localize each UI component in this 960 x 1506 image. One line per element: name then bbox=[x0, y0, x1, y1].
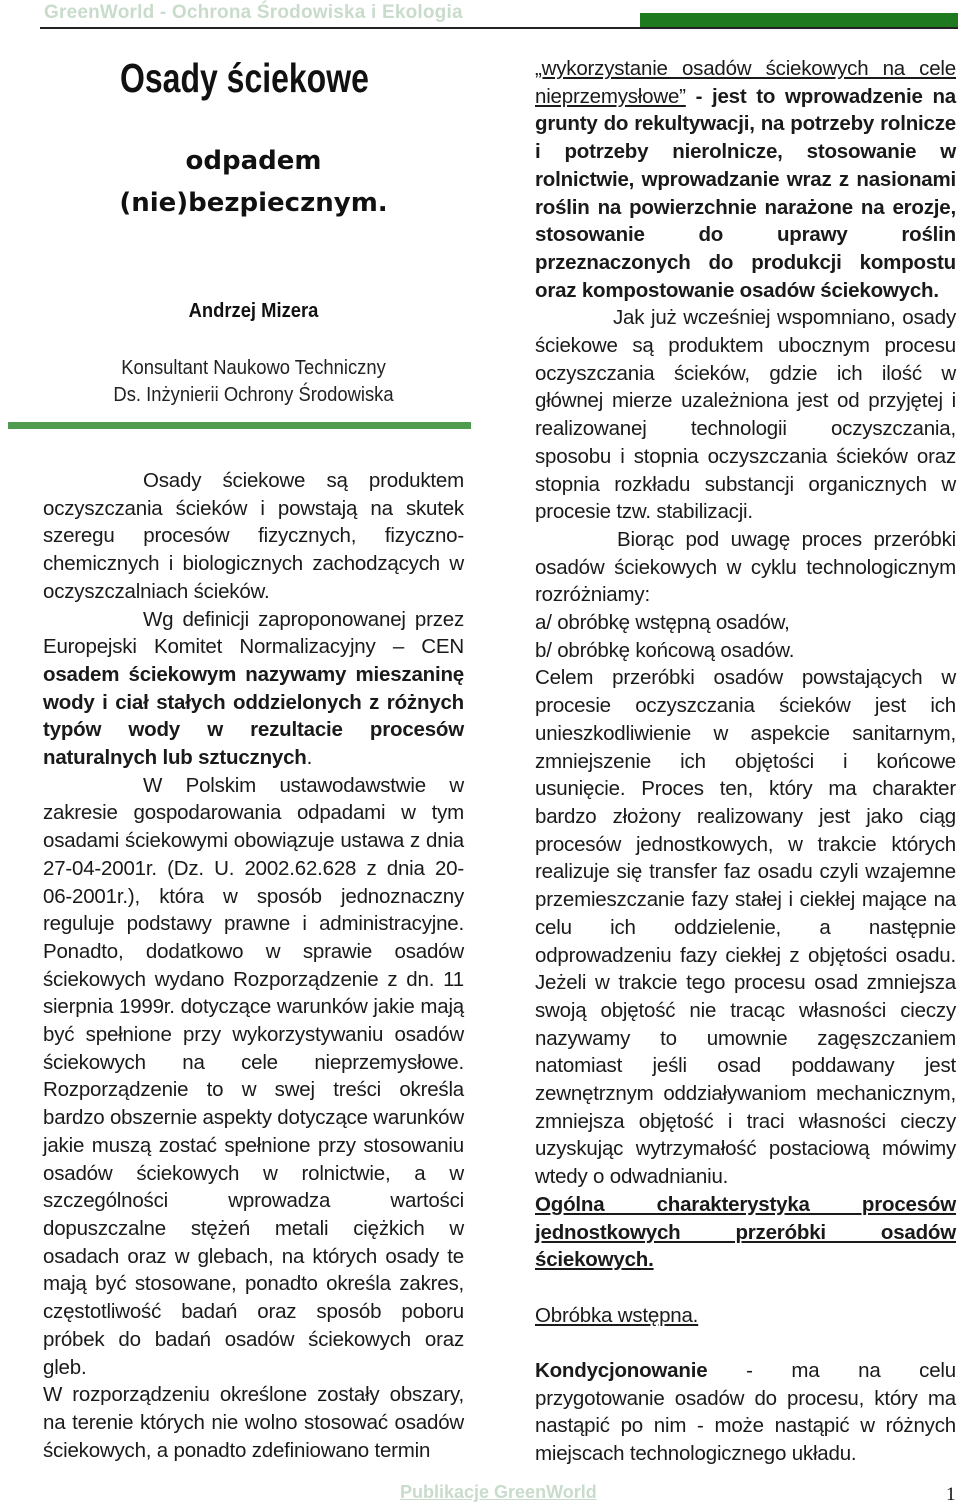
section-divider bbox=[8, 422, 471, 429]
left-paragraph-2 bbox=[43, 606, 464, 772]
right-paragraph-3: Biorąc pod uwagę proces przeróbki osadów ściekowych w cyklu technologicznym rozróżniamy: bbox=[535, 527, 956, 607]
article-subtitle-line1: odpadem bbox=[185, 146, 322, 176]
right-paragraph-1 bbox=[535, 55, 956, 304]
right-paragraph-4: Celem przeróbki osadów powstających w procesie oczyszczania ścieków jest ich unieszkodliwienie w aspekcie sanitarnym, zmniejszenie ich objętości i końcowe usunięcie. Proces ten, który ma charakter bardzo złożony realizowany jest jako ciąg procesów jednostkowych, w trakcie których realizuje się transfer faz osadu czyli wzajemne przemieszczanie fazy stałej i ciekłej mające na celu ich oddzielenie, a następnie odprowadzeniu fazy ciekłej z objętości osadu. Jeżeli w trakcie tego procesu osad zmniejsza swoją objętość nie tracąc własności cieczy nazywamy to umownie zagęszczaniem natomiast jeśli osad poddawany jest zewnętrznym oddziaływaniom mechanicznym, zmniejsza objętość i traci własności cieczy uzyskując wytrzymałość postaciową mówimy wtedy o odwadnianiu. bbox=[535, 666, 956, 1189]
list-item-a: a/ obróbkę wstępną osadów, bbox=[535, 611, 790, 635]
article-title: Osady ściekowe bbox=[120, 55, 369, 101]
right-paragraph-5 bbox=[535, 1357, 956, 1468]
term-definition-phrase: „wykorzystanie osadów ściekowych na cele nieprzemysłowe” bbox=[535, 57, 956, 108]
left-paragraph-4: W rozporządzeniu określone zostały obszary, na terenie których nie wolno stosować osadów ściekowych, a ponadto zdefiniowano termin bbox=[43, 1383, 464, 1462]
article-affiliation-line2: Ds. Inżynierii Ochrony Środowiska bbox=[113, 384, 394, 406]
left-paragraph-2-intro: Wg definicji zaproponowanej przez Europejski Komitet Normalizacyjny – CEN bbox=[43, 607, 464, 659]
header-green-bar bbox=[640, 13, 958, 27]
list-item-b: b/ obróbkę końcową osadów. bbox=[535, 638, 795, 662]
spacer bbox=[535, 1329, 956, 1357]
article-affiliation-line1: Konsultant Naukowo Techniczny bbox=[121, 357, 386, 379]
left-paragraph-2-end: . bbox=[306, 746, 313, 770]
left-column bbox=[43, 467, 464, 1467]
footer-publications-link[interactable]: Publikacje GreenWorld bbox=[400, 1482, 597, 1502]
term-definition-text: - jest to wprowadzenie na grunty do rekultywacji, na potrzeby rolnicze i potrzeby nierolnicze, stosowanie w rolnictwie, wprowadzanie wraz z nasionami roślin na powierzchnie narażone na erozje, stosowanie do uprawy roślin przeznaczonych do produkcji kompostu oraz kompostowanie osadów ściekowych. bbox=[535, 84, 956, 302]
left-paragraph-3: W Polskim ustawodawstwie w zakresie gospodarowania odpadami w tym osadami ściekowymi obowiązuje ustawa z dnia 27-04-2001r. (Dz. U. 2002.62.628 z dnia 20-06-2001r.), która w sposób jednoznaczny reguluje podstawy prawne i administracyjne. Ponadto, dodatkowo w sprawie osadów ściekowych wydano Rozporządzenie z dn. 11 sierpnia 1999r. dotyczące warunków jakie mają być spełnione przy wykorzystywaniu osadów ściekowych na cele nieprzemysłowe. Rozporządzenie to w swej treści określa bardzo obszernie aspekty dotyczące warunków jakie muszą zostać spełnione przy stosowaniu osadów ściekowych w rolnictwie, a w szczególności wprowadza wartości dopuszczalne stężeń metali ciężkich w osadach oraz w glebach, na których osady te mają być stosowane, ponadto określa zakres, częstotliwość badań oraz sposób poboru próbek do badań osadów ściekowych oraz gleb. bbox=[43, 773, 464, 1379]
right-column bbox=[535, 55, 956, 1475]
right-paragraph-2: Jak już wcześniej wspomniano, osady ściekowe są produktem ubocznym procesu oczyszczania ścieków, gdzie ich ilość w głównej mierze uzależniona jest od przyjętej i realizowanej technologii oczyszczania, sposobu i stopnia oczyszczania ścieków oraz stopnia rozkładu substancji organicznych w procesie tzw. stabilizacji. bbox=[535, 306, 956, 524]
spacer bbox=[535, 1274, 956, 1302]
section-heading: Ogólna charakterystyka procesów jednostkowych przeróbki osadów ściekowych. bbox=[535, 1192, 956, 1272]
left-paragraph-1: Osady ściekowe są produktem oczyszczania ścieków i powstają na skutek szeregu procesów fizycznych, fizyczno-chemicznych i biologicznych zachodzących w oczyszczalniach ścieków. bbox=[43, 469, 464, 603]
header-title: GreenWorld - Ochrona Środowiska i Ekologia bbox=[44, 2, 463, 23]
conditioning-term: Kondycjonowanie bbox=[535, 1359, 708, 1383]
article-subtitle-line2: (nie)bezpiecznym. bbox=[119, 188, 388, 218]
page-number: 1 bbox=[946, 1484, 956, 1505]
article-author: Andrzej Mizera bbox=[188, 300, 319, 322]
sludge-definition: osadem ściekowym nazywamy mieszaninę wody i ciał stałych oddzielonych z różnych typów wody w rezultacie procesów naturalnych lub sztucznych bbox=[43, 662, 464, 770]
conditioning-text: - ma na celu przygotowanie osadów do procesu, który ma nastąpić po nim - może nastąpić w różnych miejscach technologicznego układu. bbox=[535, 1359, 956, 1466]
subheading-pretreatment: Obróbka wstępna. bbox=[535, 1303, 699, 1327]
header-rule bbox=[40, 27, 958, 29]
